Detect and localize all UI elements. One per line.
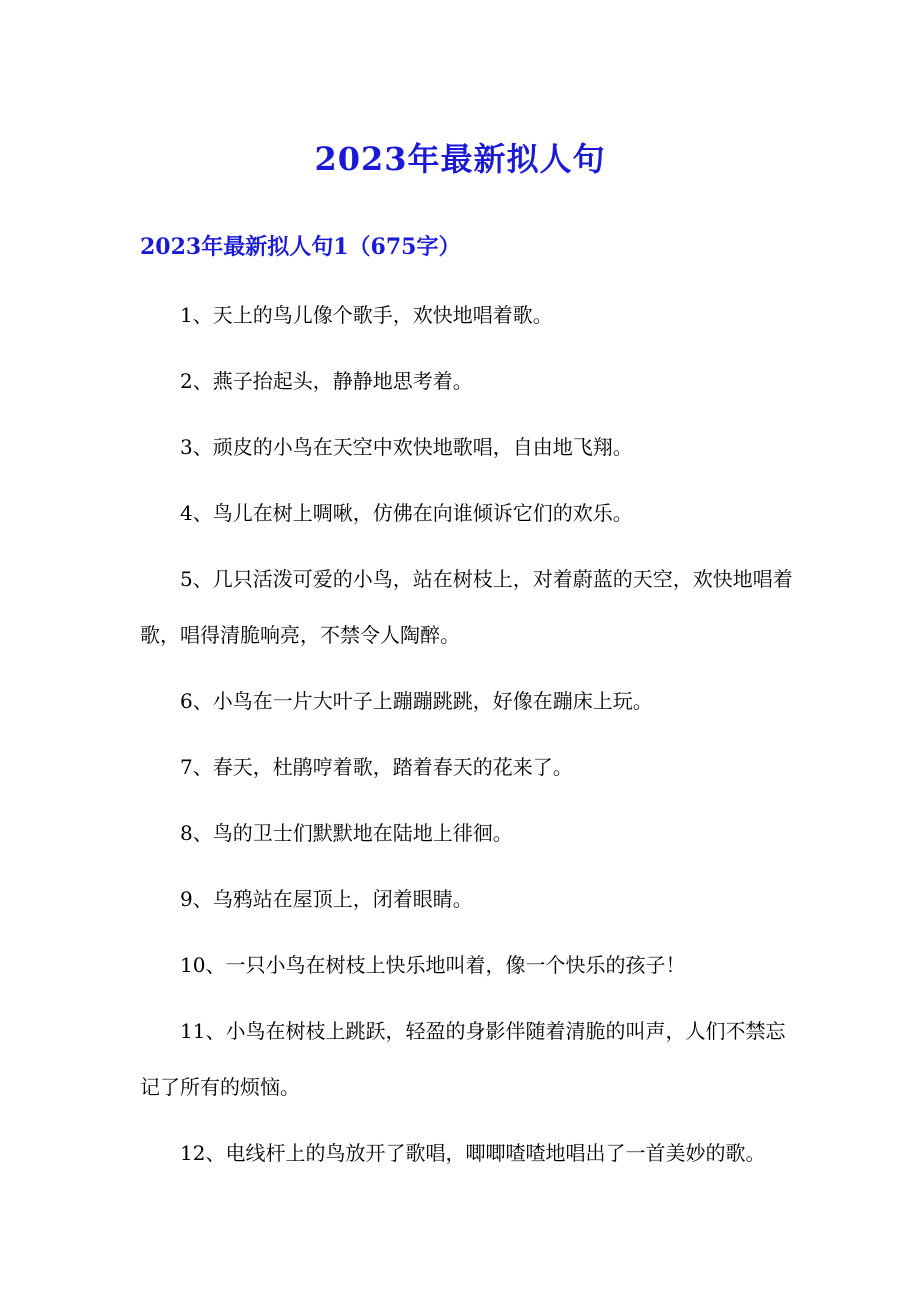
page-title: 2023年最新拟人句: [314, 140, 606, 178]
paragraph-3: 3、顽皮的小鸟在天空中欢快地歌唱，自由地飞翔。: [180, 435, 633, 459]
paragraph-12: 12、电线杆上的鸟放开了歌唱，唧唧喳喳地唱出了一首美妙的歌。: [180, 1141, 766, 1165]
paragraph-1: 1、天上的鸟儿像个歌手，欢快地唱着歌。: [180, 303, 553, 327]
paragraph-7: 7、春天，杜鹃哼着歌，踏着春天的花来了。: [180, 755, 573, 779]
section-heading: 2023年最新拟人句1（675字）: [140, 234, 461, 260]
paragraph-6: 6、小鸟在一片大叶子上蹦蹦跳跳，好像在蹦床上玩。: [180, 689, 653, 713]
paragraph-2: 2、燕子抬起头，静静地思考着。: [180, 369, 473, 393]
paragraph-9: 9、乌鸦站在屋顶上，闭着眼睛。: [180, 887, 473, 911]
paragraph-4: 4、鸟儿在树上啁啾，仿佛在向谁倾诉它们的欢乐。: [180, 501, 633, 525]
paragraph-8: 8、鸟的卫士们默默地在陆地上徘徊。: [180, 821, 513, 845]
paragraph-10: 10、一只小鸟在树枝上快乐地叫着，像一个快乐的孩子！: [180, 953, 686, 977]
paragraph-11: 11、小鸟在树枝上跳跃，轻盈的身影伴随着清脆的叫声，人们不禁忘记了所有的烦恼。: [140, 1019, 786, 1099]
paragraph-5: 5、几只活泼可爱的小鸟，站在树枝上，对着蔚蓝的天空，欢快地唱着歌，唱得清脆响亮，不禁令人陶醉。: [140, 567, 793, 647]
body-text: [140, 287, 800, 1181]
